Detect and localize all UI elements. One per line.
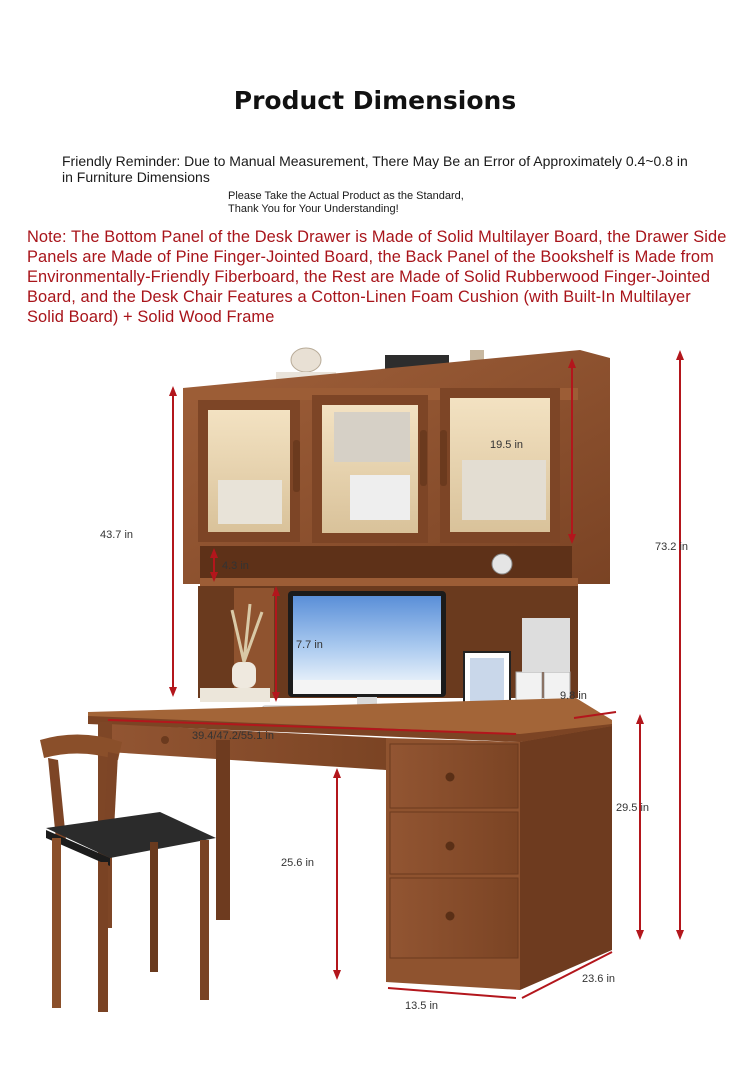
niche-height-label: 7.7 in bbox=[296, 639, 323, 651]
material-note: Note: The Bottom Panel of the Desk Drawer is Made of Solid Multilayer Board, the Drawer Side Panels are Made of Pine Finger-Jointed Board, the Back Panel of the Bookshelf is Made from Environmentally-Friendly Fiberboard, the Rest are Made of Solid Rubberwood Finger-Jointed Board, and the Desk Chair Features a Cotton-Linen Foam Cushion (with Built-In Multilayer Solid Board) + Solid Wood Frame bbox=[27, 228, 727, 326]
drawer-width-label: 13.5 in bbox=[405, 1000, 439, 1012]
standard-line-2: Thank You for Your Understanding! bbox=[228, 203, 399, 215]
standard-line-1: Please Take the Actual Product as the Standard, bbox=[228, 190, 464, 202]
total-height-label: 73.2 in bbox=[655, 541, 689, 553]
shelf-gap-label: 4.3 in bbox=[222, 560, 249, 572]
page-title: Product Dimensions bbox=[233, 86, 517, 115]
bookend-depth-label: 9.8 in bbox=[560, 690, 587, 702]
measurement-reminder: Friendly Reminder: Due to Manual Measurement, There May Be an Error of Approximately 0.4~0.8 in in Furniture Dimensions bbox=[62, 153, 688, 185]
desk-height-label: 29.5 in bbox=[616, 802, 650, 814]
desk-chair bbox=[40, 734, 216, 1012]
hutch-height-label: 43.7 in bbox=[100, 529, 134, 541]
desk-depth-label: 23.6 in bbox=[582, 973, 616, 985]
desk-width-label: 39.4/47.2/55.1 in bbox=[192, 730, 274, 742]
bookshelf-hutch bbox=[183, 350, 610, 586]
cabinet-depth-label: 19.5 in bbox=[490, 439, 524, 451]
knee-height-label: 25.6 in bbox=[281, 857, 315, 869]
